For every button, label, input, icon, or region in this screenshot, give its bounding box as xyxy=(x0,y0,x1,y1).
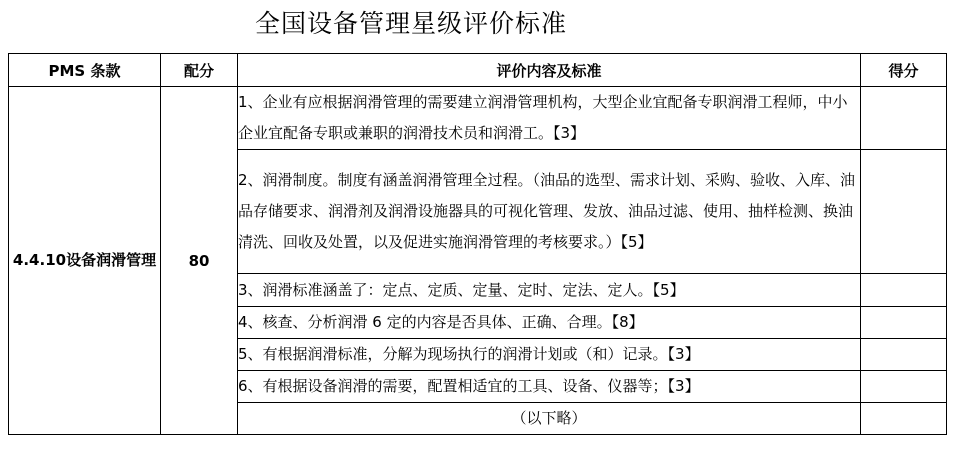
obtained-cell[interactable] xyxy=(861,371,947,403)
score-cell: 80 xyxy=(161,87,238,435)
clause-cell: 4.4.10设备润滑管理 xyxy=(9,87,161,435)
criteria-item: 2、润滑制度。制度有涵盖润滑管理全过程。（油品的选型、需求计划、采购、验收、入库、油品存储要求、润滑剂及润滑设施器具的可视化管理、发放、油品过滤、使用、抽样检测、换油清洗、回收及处置，以及促进实施润滑管理的考核要求。）【5】 xyxy=(238,150,861,274)
criteria-item: 1、企业有应根据润滑管理的需要建立润滑管理机构，大型企业宜配备专职润滑工程师，中小企业宜配备专职或兼职的润滑技术员和润滑工。【3】 xyxy=(238,87,861,150)
criteria-item: 5、有根据润滑标准，分解为现场执行的润滑计划或（和）记录。【3】 xyxy=(238,339,861,371)
more-omitted-note: （以下略） xyxy=(238,403,861,435)
header-obtained: 得分 xyxy=(861,54,947,87)
rating-table xyxy=(8,53,947,435)
page-title: 全国设备管理星级评价标准 xyxy=(255,9,568,38)
obtained-cell[interactable] xyxy=(861,403,947,435)
table-row xyxy=(9,87,947,150)
header-score: 配分 xyxy=(161,54,238,87)
criteria-item: 6、有根据设备润滑的需要，配置相适宜的工具、设备、仪器等；【3】 xyxy=(238,371,861,403)
table-header-row xyxy=(9,54,947,87)
header-clause: PMS 条款 xyxy=(9,54,161,87)
criteria-item: 3、润滑标准涵盖了：定点、定质、定量、定时、定法、定人。【5】 xyxy=(238,274,861,307)
obtained-cell[interactable] xyxy=(861,307,947,339)
obtained-cell[interactable] xyxy=(861,339,947,371)
criteria-item: 4、核查、分析润滑 6 定的内容是否具体、正确、合理。【8】 xyxy=(238,307,861,339)
obtained-cell[interactable] xyxy=(861,274,947,307)
obtained-cell[interactable] xyxy=(861,150,947,274)
obtained-cell[interactable] xyxy=(861,87,947,150)
header-criteria: 评价内容及标准 xyxy=(238,54,861,87)
